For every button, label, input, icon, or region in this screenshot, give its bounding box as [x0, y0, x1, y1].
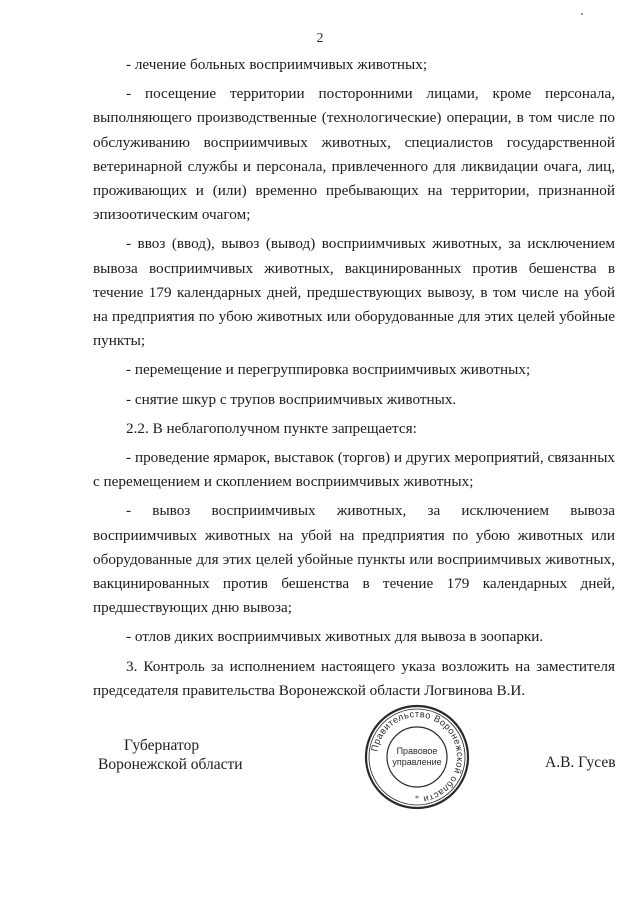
signatory-title	[98, 736, 243, 774]
stamp-star-icon: *	[415, 794, 419, 803]
signatory-title-line1: Губернатор	[124, 737, 200, 754]
paragraph: 2.2. В неблагополучном пункте запрещается:	[126, 419, 417, 437]
paragraph: 3. Контроль за исполнением настоящего указа возложить на заместителя председателя правительства Воронежской области Логвинова В.И.	[93, 657, 615, 699]
paragraph: - отлов диких восприимчивых животных для вывоза в зоопарки.	[126, 628, 544, 646]
paragraph: - ввоз (ввод), вывоз (вывод) восприимчивых животных, за исключением вывоза восприимчивых животных, вакцинированных против бешенства в течение 179 календарных дней, предшествующих вывозу, в том числе на убой на предприятия по убою животных или оборудованные для этих целей убойные пункты;	[93, 235, 615, 350]
scan-speck	[581, 13, 583, 15]
paragraph: - вывоз восприимчивых животных, за исключением вывоза восприимчивых животных на убой на предприятия по убою животных или оборудованные для этих целей убойные пункты или восприимчивых животных, вакцинированных против бешенства в течение 179 календарных дней, предшествующих дню вывоза;	[93, 502, 615, 617]
paragraph: - проведение ярмарок, выставок (торгов) и других мероприятий, связанных с перемещением и скоплением восприимчивых животных;	[93, 449, 615, 491]
official-stamp	[362, 703, 472, 811]
document-body	[93, 53, 615, 703]
paragraph: - снятие шкур с трупов восприимчивых животных.	[126, 390, 457, 408]
signatory-name: А.В. Гусев	[545, 754, 616, 771]
stamp-center-line2: управление	[392, 757, 442, 767]
paragraph: - лечение больных восприимчивых животных;	[126, 56, 428, 73]
page-number: 2	[316, 31, 324, 46]
stamp-ring-text: Правительство Воронежской области	[369, 708, 466, 805]
stamp-center-line1: Правовое	[396, 746, 438, 756]
signatory-title-line2: Воронежской области	[98, 756, 243, 773]
paragraph: - перемещение и перегруппировка восприимчивых животных;	[126, 361, 531, 379]
paragraph: - посещение территории посторонними лицами, кроме персонала, выполняющего производственные (технологические) операции, в том числе по обслуживанию восприимчивых животных, специалистов государственной ветеринарной службы и персонала, привлеченного для ликвидации очага, лиц, проживающих и (или) временно пребывающих на территории, признанной эпизоотическим очагом;	[93, 85, 615, 224]
